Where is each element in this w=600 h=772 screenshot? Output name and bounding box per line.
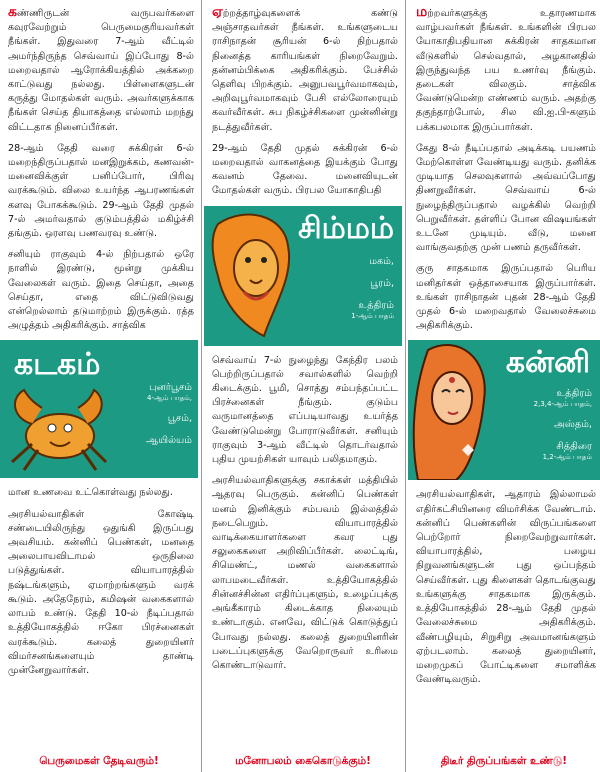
maiden-icon [408, 340, 498, 480]
column-simmam [204, 0, 402, 772]
crab-icon [2, 378, 114, 474]
sign-name: கடகம் [14, 347, 101, 383]
intro-paragraph: கண்ணிருடன் வருபவர்களை கவுரவேற்றும் பெருமைகுரியவர்கள் நீங்கள். இதுவரை 7-ஆம் வீட்டில் அமர்ந்திருந்த செவ்வாய் இப்போது 8-ல் மறைவதால் ஆரோக்கியத்தில் அக்கறை காட்டுவது நல்லது. பிள்ளைகளுடன் கருத்து மோதல்கள் வரும். அவர்களுக்காக நீங்கள் செய்த தியாகத்தை எல்லாம் மறந்து விட்டதாக நினைப்பீர்கள். [8, 4, 194, 133]
footer-tagline: திடீர் திருப்பங்கள் உண்டு! [440, 755, 568, 767]
column-divider [405, 0, 406, 772]
sign-box-kadagam [0, 340, 198, 478]
footer-tagline: பெருமைகள் தேடிவரும்! [39, 755, 159, 767]
paragraph: செவ்வாய் 7-ல் நுழைந்து கேந்திர பலம் பெற்றிருப்பதால் சவால்களில் வெற்றி கிடைக்கும். பூமி, சொத்து சம்பந்தப்பட்ட பிரச்னைகள் நீங்கும். குடும்ப வருமானத்தை எப்படியாவது உயர்த்த வேண்டுமென்று போராடுவீர்கள். சனியும் ராகுவும் 3-ஆம் வீட்டில் தொடர்வதால் புதிய முயற்சிகள் யாவும் பலிதமாகும். [212, 354, 398, 466]
column-kadagam [0, 0, 198, 772]
sign-name: சிம்மம் [298, 210, 394, 246]
paragraph: 28-ஆம் தேதி வரை சுக்கிரன் 6-ல் மறைந்திருப்பதால் மனஇறுக்கம், கணவன்-மனைவிக்குள் பனிப்போர், பிரிவு வரக்கூடும். விலை உயர்ந்த ஆபரணங்கள் களவு போகக்கூடும். 29-ஆம் தேதி முதல் 7-ல் அமர்வதால் குடும்பத்தில் மகிழ்ச்சி தங்கும். ஒரளவு பணவரவு உண்டு. [8, 142, 194, 240]
paragraph: அரசியல்வாதிகள், ஆதாரம் இல்லாமல் எதிர்கட்சியினரை விமர்சிக்க வேண்டாம். கன்னிப் பெண்களின் விருப்பங்களை பெற்றோர் நிறைவேற்றுவார்கள். வியாபாரத்தில், பழைய நிறுவனங்களுடன் புது ஒப்பந்தம் செய்வீர்கள். புது கிளைகள் தொடங்குவது உங்களுக்கு சாதகமாக இருக்கும். உத்தியோகத்தில் 28-ஆம் தேதி முதல் வேலைச்சுமை அதிகரிக்கும். வீண்பழியும், சிறுசிறு அவமானங்களும் ஏற்படலாம். கலைத் துறையினர், மறைமுகப் போட்டிகளை சமாளிக்க வேண்டிவரும். [416, 489, 596, 686]
paragraph: சனியும் ராகுவும் 4-ல் நிற்பதால் ஒரே நாளில் இரண்டு, மூன்று முக்கிய வேலைகள் வரும். இதை செய்தா, அதை செய்தா, எதை விட்டுவிடுவது என்றெல்லாம் தடுமாற்றம் இருக்கும். ரத்த அழுத்தம் அதிகரிக்கும். சாத்விக [8, 249, 194, 332]
star-list: மகம், பூரம், உத்திரம் 1-ஆம் பாதம் [351, 255, 394, 320]
drop-cap: ம [416, 4, 428, 20]
lion-icon [204, 206, 304, 346]
star-list: புனர்பூசம் 4-ஆம் பாதம், பூசம், ஆயில்யம் [146, 382, 192, 447]
sign-name: கன்னி [505, 345, 590, 381]
drop-cap: க [8, 4, 17, 20]
intro-paragraph: மற்றவர்களுக்கு உதாரணமாக வாழ்பவர்கள் நீங்கள். உங்களின் பிரபல யோகாதிபதியான சுக்கிரன் சாதகமான வீடுகளில் செல்வதால், அழகானதில் இருந்துவந்த பய உணர்வு நீங்கும். தடைகள் விலகும். சாத்விக வேண்டுமென்ற எண்ணம் வரும். அதற்கு தகுந்தாற்போல், சில வி.ஐ.பி-களும் பக்கபலமாக இருப்பார்கள். [416, 4, 596, 133]
paragraph: 29-ஆம் தேதி முதல் சுக்கிரன் 6-ல் மறைவதால் வாகனத்தை இயக்கும் போது கவனம் தேவை. மனைவியுடன் மோதல்கள் வரும். பிரபல யோகாதிபதி [212, 142, 398, 197]
footer-tagline: மனோபலம் கைகொடுக்கும்! [235, 755, 371, 767]
paragraph: மான உணவை உட்கொள்வது நல்லது. [8, 487, 173, 499]
column-divider [201, 0, 202, 772]
sign-box-simmam [204, 206, 402, 346]
intro-paragraph: ஏற்றத்தாழ்வுகளைக் கண்டு அஞ்சாதவர்கள் நீங்கள். உங்களுடைய ராசிநாதன் சூரியன் 6-ல் நிற்பதால் நினைத்த காரியங்கள் நிறைவேறும். தன்னம்பிக்கை அதிகரிக்கும். பேச்சில் தெளிவு பிறக்கும். அனுபவபூர்வமாகவும், அறிவுபூர்வமாகவும் பேசி எல்லோரையும் கவர்வீர்கள். சுப நிகழ்ச்சிகளை முன்னின்று நடத்துவீர்கள். [212, 4, 398, 133]
paragraph: குரு சாதகமாக இருப்பதால் பெரிய மனிதர்கள் ஒத்தாசையாக இருப்பார்கள். உங்கள் ராசிநாதன் புதன் 28-ஆம் தேதி முதல் 6-ல் மறைவதால் வேலைச்சுமை அதிகரிக்கும். [416, 263, 596, 332]
sign-box-kanni [408, 340, 600, 480]
column-kanni [408, 0, 600, 772]
paragraph: அரசியல்வாதிகள் கோஷ்டி சண்டையிலிருந்து ஒதுங்கி இருப்பது அவசியம். கன்னிப் பெண்கள், மனதை அலைபாயவிடாமல் ஒருநிலை படுத்துங்கள். வியாபாரத்தில் நஷ்டங்களும், ஏமாற்றங்களும் வரக் கூடும். அதேநேரம், கமிஷன் வகைகளால் லாபம் உண்டு. தேதி 10-ல் நீடிப்பதால் உத்தியோகத்தில் ஈகோ பிரச்னைகள் வரக்கூடும். கலைத் துறையினர் விமர்சனங்களையும் தாண்டி முன்னேறுவார்கள். [8, 508, 194, 676]
paragraph: அரசியல்வாதிகளுக்கு சகாக்கள் மத்தியில் ஆதரவு பெருகும். கன்னிப் பெண்கள் மனம் இனிக்கும் சம்பவம் இல்லத்தில் நடைபெறும். வியாபாரத்தில் வாடிக்கையாளர்களை கவர புது சலுகைகளை அறிவிப்பீர்கள். லைட்டிங், சிமெண்ட், மணல் வகைகளால் லாபமடைவீர்கள். உத்தியோகத்தில் சின்னச்சின்ன எதிர்ப்புகளும், உழைப்புக்கு அங்கீகாரம் கிடைக்காத நிலையும் உண்டாகும். எனவே, விட்டுக் கொடுத்துப் போவது நல்லது. கலைத் துறையினரின் படைப்புகளுக்கு வேறொருவர் உரிமை கொண்டாடுவார். [212, 475, 398, 671]
star-list: உத்திரம் 2,3,4-ஆம் பாதம், அஸ்தம், சித்திரை 1,2-ஆம் பாதம் [533, 388, 592, 462]
drop-cap: ஏ [212, 4, 223, 20]
paragraph: கேது 8-ல் நீடிப்பதால் அடிக்கடி பயணம் மேற்கொள்ள வேண்டியது வரும். தனிக்க முடியாத செலவுகளால் அவ்வப்போது திணறுவீர்கள். செவ்வாய் 6-ல் நுழைந்திருப்பதால் வழக்கில் வெற்றி பெறுவீர்கள். தள்ளிப் போன விஷயங்கள் உடனே முடியும். வீடு, மனை வாங்குவதற்கு முன் பணம் தருவீர்கள். [416, 142, 596, 254]
